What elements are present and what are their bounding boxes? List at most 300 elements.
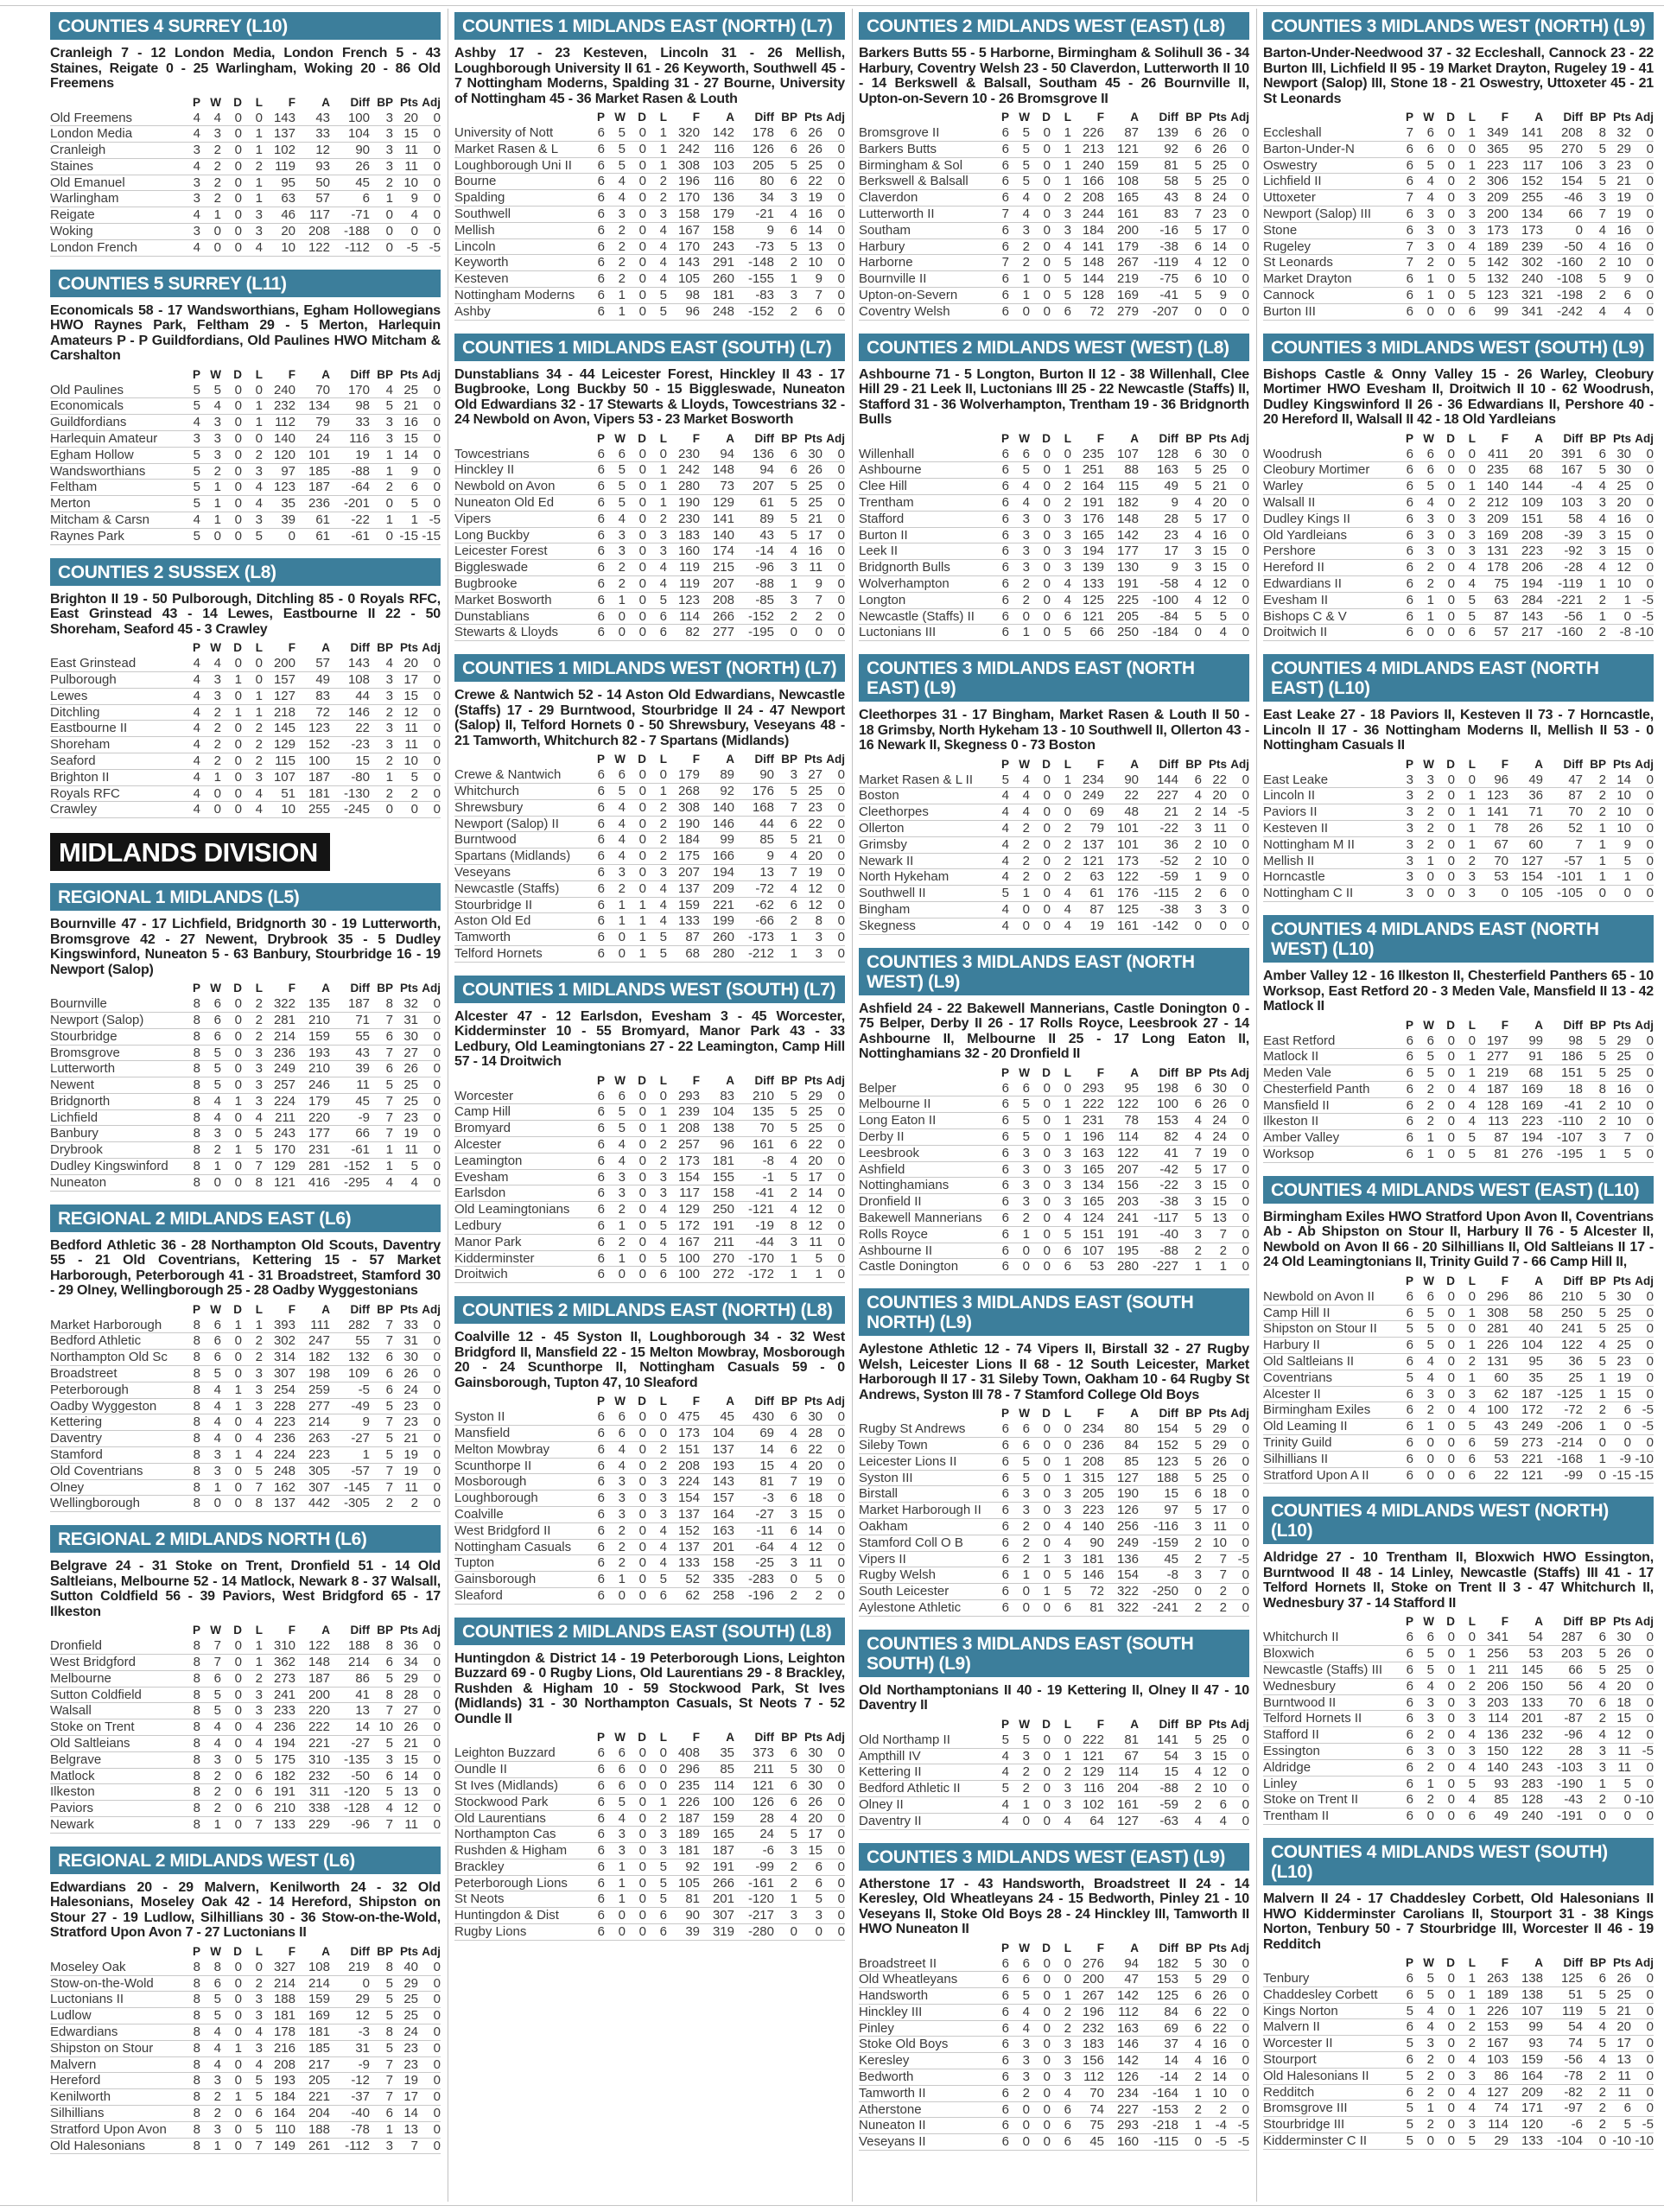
table-row: [1263, 255, 1654, 271]
stat-cell: 0: [1051, 1421, 1071, 1437]
stat-cell: 6: [988, 560, 1009, 576]
stat-cell: 4: [988, 821, 1009, 837]
stat-cell: 27: [797, 767, 822, 783]
stat-cell: 0: [1631, 527, 1654, 543]
stat-cell: 0: [626, 1491, 646, 1507]
stat-cell: 4: [200, 1109, 221, 1126]
results-text: Bedford Athletic 36 - 28 Northampton Old Scouts, Daventry 55 - 21 Old Coventrians, Kettering 15 - 57 Market Harborough, Peterborough 41 - 31 Broadstreet, Stamford 30 - 29 Olney, Wellingborough 25 - 28 Oadby Wyggestonians: [50, 1237, 441, 1299]
stat-cell: 191: [263, 1784, 295, 1801]
stat-cell: 307: [295, 1479, 330, 1496]
stat-cell: 82: [1139, 1128, 1178, 1145]
stat-cell: -161: [734, 1875, 774, 1891]
stat-cell: 153: [1139, 1113, 1178, 1129]
stat-cell: 26: [797, 462, 822, 479]
stat-cell: 7: [774, 864, 797, 880]
stat-cell: 8: [242, 1496, 263, 1512]
stat-cell: 85: [1476, 1792, 1508, 1808]
column-header: Diff: [1563, 1018, 1583, 1032]
stat-cell: 103: [1543, 494, 1583, 511]
stat-cell: 5: [988, 1732, 1009, 1748]
stat-cell: 1: [370, 1159, 393, 1175]
table-row: [1263, 1694, 1654, 1711]
stat-cell: -14: [1139, 2069, 1178, 2086]
stat-cell: 0: [626, 1572, 646, 1588]
stat-cell: 1: [242, 1318, 263, 1333]
table-row: [859, 1813, 1249, 1829]
stat-cell: 2: [1413, 804, 1434, 821]
results-text: Old Northamptonians II 40 - 19 Kettering II, Olney II 47 - 10 Daventry II: [859, 1682, 1249, 1713]
team-name: Daventry II: [859, 1813, 988, 1829]
stat-cell: 194: [1508, 575, 1543, 592]
stat-cell: 6: [370, 1382, 393, 1398]
stat-cell: 207: [700, 575, 734, 592]
stat-cell: 263: [295, 1431, 330, 1447]
stat-cell: 0: [221, 224, 242, 240]
header-row: [454, 1731, 845, 1745]
table-row: [1263, 592, 1654, 608]
stat-cell: 272: [700, 1267, 734, 1283]
stat-cell: 3: [1051, 206, 1071, 222]
stat-cell: 176: [1104, 886, 1139, 902]
column-header: D: [638, 1731, 646, 1745]
team-name: Walsall II: [1263, 494, 1393, 511]
stat-cell: 196: [667, 174, 700, 190]
stat-cell: 138: [700, 1121, 734, 1137]
stat-cell: 6: [1178, 772, 1202, 788]
standings-table: [859, 432, 1249, 642]
stat-cell: 2: [797, 1588, 822, 1605]
stat-cell: 17: [1202, 1503, 1227, 1519]
stat-cell: 0: [822, 1458, 845, 1474]
stat-cell: 3: [242, 1703, 263, 1719]
stat-cell: 178: [1476, 560, 1508, 576]
stat-cell: 6: [584, 608, 605, 625]
stat-cell: 3: [200, 447, 221, 463]
stat-cell: 5: [605, 479, 626, 495]
table-row: [1263, 608, 1654, 625]
stat-cell: 0: [1434, 543, 1455, 560]
stat-cell: 8: [180, 1159, 200, 1175]
stat-cell: 6: [1393, 1338, 1413, 1354]
table-row: [454, 494, 845, 511]
stat-cell: 3: [1413, 206, 1434, 222]
stat-cell: 0: [1009, 1259, 1030, 1275]
stat-cell: 5: [774, 1169, 797, 1185]
stat-cell: 0: [626, 1522, 646, 1539]
stat-cell: 2: [200, 175, 221, 191]
stat-cell: 1: [1051, 125, 1071, 141]
stat-cell: 16: [1606, 222, 1631, 238]
stat-cell: 267: [1071, 1988, 1104, 2005]
stat-cell: 137: [667, 880, 700, 897]
stat-cell: 28: [1139, 511, 1178, 527]
stat-cell: 240: [1071, 157, 1104, 174]
stat-cell: -108: [1543, 271, 1583, 288]
stat-cell: 204: [295, 2105, 330, 2121]
stat-cell: 3: [1009, 222, 1030, 238]
column-header: Adj: [422, 641, 441, 655]
stat-cell: 0: [418, 688, 441, 704]
stat-cell: 1: [1455, 788, 1476, 804]
stat-cell: 142: [700, 125, 734, 141]
column-header: Pts: [1208, 431, 1227, 445]
stat-cell: 7: [797, 287, 822, 303]
stat-cell: 98: [1543, 1033, 1583, 1049]
stat-cell: 4: [1413, 2003, 1434, 2019]
stat-cell: 0: [221, 1638, 242, 1654]
stat-cell: 63: [263, 191, 295, 207]
stat-cell: 29: [1202, 1437, 1227, 1453]
stat-cell: -15: [1606, 1467, 1631, 1484]
stat-cell: 3: [1455, 543, 1476, 560]
stat-cell: 256: [1104, 1518, 1139, 1535]
table-row: [1263, 2068, 1654, 2084]
stat-cell: 168: [734, 799, 774, 816]
column-header: W: [1423, 1956, 1434, 1969]
team-name: Crewe & Nantwich: [454, 767, 584, 783]
stat-cell: 1: [200, 2138, 221, 2154]
table-row: [50, 1784, 441, 1801]
stat-cell: 139: [1139, 125, 1178, 141]
stat-cell: 11: [1606, 1744, 1631, 1760]
stat-cell: 6: [1393, 1808, 1413, 1825]
stat-cell: -38: [1139, 238, 1178, 255]
stat-cell: 0: [221, 1109, 242, 1126]
table-row: [454, 1777, 845, 1794]
stat-cell: 81: [1476, 1147, 1508, 1163]
stat-cell: 94: [1104, 1956, 1139, 1972]
column-header: A: [1534, 431, 1543, 445]
stat-cell: 3: [370, 126, 393, 143]
stat-cell: 0: [1434, 1630, 1455, 1645]
stat-cell: 5: [1178, 511, 1202, 527]
stat-cell: 0: [1227, 1453, 1249, 1470]
stat-cell: -241: [1139, 1599, 1178, 1616]
stat-cell: -96: [734, 560, 774, 576]
stat-cell: 0: [626, 1104, 646, 1121]
stat-cell: 95: [1508, 1354, 1543, 1370]
team-name: Meden Vale: [1263, 1065, 1393, 1082]
stat-cell: 108: [330, 671, 370, 688]
stat-cell: 0: [626, 1777, 646, 1794]
stat-cell: 6: [988, 2004, 1009, 2020]
stat-cell: 6: [1051, 1599, 1071, 1616]
stat-cell: 0: [1030, 494, 1051, 511]
stat-cell: 25: [1606, 1321, 1631, 1338]
stat-cell: 6: [988, 494, 1009, 511]
team-name: Stamford: [50, 1447, 180, 1464]
team-name: Bedford Athletic II: [859, 1781, 988, 1797]
results-text: Amber Valley 12 - 16 Ilkeston II, Chesterfield Panthers 65 - 10 Worksop, East Retford 20 - 3 Meden Vale, Mansfield II 13 - 42 Matlock II: [1263, 969, 1654, 1014]
stat-cell: 4: [988, 788, 1009, 804]
stat-cell: 0: [1227, 1764, 1249, 1781]
league-header: COUNTIES 3 MIDLANDS EAST (NORTH WEST) (L9): [859, 948, 1249, 995]
table-row: [50, 1655, 441, 1671]
stat-cell: 0: [1631, 1305, 1654, 1321]
team-name: Bromsgrove III: [1263, 2101, 1393, 2117]
stat-cell: 62: [667, 1588, 700, 1605]
league-header: REGIONAL 2 MIDLANDS WEST (L6): [50, 1847, 441, 1874]
league-table: [859, 948, 1249, 1276]
stat-cell: 0: [822, 1859, 845, 1875]
stat-cell: 5: [1202, 608, 1227, 625]
column-header: F: [692, 111, 700, 124]
standings-table: [1263, 758, 1654, 902]
stat-cell: 107: [1104, 447, 1139, 462]
stat-cell: -196: [734, 1588, 774, 1605]
table-row: [859, 869, 1249, 886]
stat-cell: 7: [242, 1817, 263, 1834]
stat-cell: 173: [667, 1426, 700, 1442]
team-name: Newark II: [859, 853, 988, 869]
stat-cell: 35: [700, 1745, 734, 1761]
stat-cell: 0: [1227, 447, 1249, 462]
stat-cell: -168: [1543, 1451, 1583, 1467]
stat-cell: 3: [242, 224, 263, 240]
column-header: F: [692, 431, 700, 445]
stat-cell: 4: [1051, 238, 1071, 255]
stat-cell: 1: [646, 1121, 667, 1137]
stat-cell: 36: [1543, 1354, 1583, 1370]
column-header: Diff: [1563, 111, 1583, 124]
table-row: [859, 1764, 1249, 1781]
stat-cell: 3: [1413, 1694, 1434, 1711]
stat-cell: 61: [734, 494, 774, 511]
stat-cell: 1: [605, 1875, 626, 1891]
stat-cell: 99: [1508, 1033, 1543, 1049]
stat-cell: 15: [393, 688, 418, 704]
stat-cell: 208: [667, 1458, 700, 1474]
league-header: COUNTIES 3 MIDLANDS WEST (EAST) (L9): [859, 1843, 1249, 1871]
stat-cell: 2: [1178, 1551, 1202, 1567]
stat-cell: 43: [1476, 1419, 1508, 1435]
stat-cell: 2: [1051, 479, 1071, 495]
table-row: [454, 625, 845, 641]
stat-cell: 4: [1051, 1535, 1071, 1551]
stat-cell: 6: [1393, 1467, 1413, 1484]
stat-cell: 3: [1413, 238, 1434, 255]
stat-cell: 6: [988, 238, 1009, 255]
stat-cell: 1: [1583, 836, 1606, 853]
stat-cell: 19: [393, 1126, 418, 1142]
stat-cell: 116: [330, 431, 370, 448]
stat-cell: 5: [774, 1121, 797, 1137]
stat-cell: 208: [1071, 190, 1104, 207]
stat-cell: 137: [700, 1441, 734, 1458]
stat-cell: 6: [1178, 1486, 1202, 1503]
stat-cell: 0: [1227, 918, 1249, 934]
stat-cell: 6: [370, 1366, 393, 1382]
stat-cell: 228: [263, 1398, 295, 1414]
stat-cell: 0: [1434, 157, 1455, 174]
stat-cell: -145: [330, 1479, 370, 1496]
stat-cell: 0: [1413, 303, 1434, 320]
table-row: [454, 1507, 845, 1523]
table-row: [50, 447, 441, 463]
column-header: A: [1534, 757, 1543, 771]
stat-cell: 26: [1606, 1971, 1631, 1986]
stat-cell: 3: [1455, 1744, 1476, 1760]
team-name: Loughborough: [454, 1491, 584, 1507]
table-row: [50, 1382, 441, 1398]
stat-cell: 1: [1413, 1419, 1434, 1435]
stat-cell: 2: [1051, 190, 1071, 207]
stat-cell: 5: [605, 783, 626, 799]
team-name: London French: [50, 239, 180, 256]
header-row: [454, 432, 845, 447]
team-name: Warlingham: [50, 191, 180, 207]
table-row: [1263, 1678, 1654, 1694]
column-header: D: [638, 1073, 646, 1087]
stat-cell: 249: [263, 1061, 295, 1077]
stat-cell: 5: [1051, 1226, 1071, 1243]
table-row: [50, 175, 441, 191]
stat-cell: 2: [242, 753, 263, 769]
stat-cell: 229: [295, 1817, 330, 1834]
stat-cell: 1: [605, 1859, 626, 1875]
column-header: Pts: [1612, 111, 1631, 124]
stat-cell: 322: [1104, 1599, 1139, 1616]
stat-cell: 0: [418, 431, 441, 448]
stat-cell: 146: [1071, 1567, 1104, 1584]
team-name: Burntwood II: [1263, 1694, 1393, 1711]
stat-cell: 90: [734, 767, 774, 783]
stat-cell: 16: [393, 415, 418, 431]
stat-cell: 4: [646, 1555, 667, 1572]
stat-cell: 16: [1606, 1081, 1631, 1097]
league-header: COUNTIES 4 MIDLANDS EAST (NORTH WEST) (L10): [1263, 915, 1654, 963]
stat-cell: 12: [1202, 592, 1227, 608]
header-row: [1263, 1615, 1654, 1630]
team-name: Coventrians: [1263, 1370, 1393, 1386]
stat-cell: 196: [1071, 1128, 1104, 1145]
stat-cell: 17: [1202, 1161, 1227, 1178]
team-name: Nottingham Casuals: [454, 1539, 584, 1555]
stat-cell: 232: [1071, 2020, 1104, 2037]
table-row: [859, 1194, 1249, 1211]
stat-cell: 138: [1508, 1971, 1543, 1986]
team-name: Whitchurch II: [1263, 1630, 1393, 1645]
stat-cell: 113: [1476, 1114, 1508, 1130]
bottom-rule: [0, 2205, 1664, 2206]
stat-cell: 5: [1009, 1732, 1030, 1748]
stat-cell: 11: [393, 721, 418, 737]
stat-cell: -218: [1139, 2118, 1178, 2134]
stat-cell: 8: [180, 1045, 200, 1061]
table-row: [859, 1503, 1249, 1519]
stat-cell: -10: [1606, 2133, 1631, 2149]
stat-cell: 1: [221, 1382, 242, 1398]
stat-cell: 3: [605, 1827, 626, 1843]
stat-cell: 0: [221, 769, 242, 785]
stat-cell: 146: [1104, 2037, 1139, 2053]
stat-cell: 133: [263, 1817, 295, 1834]
column-header: Pts: [803, 1731, 822, 1745]
stat-cell: 13: [393, 2121, 418, 2138]
stat-cell: 5: [200, 383, 221, 398]
team-name: Kings Norton: [1263, 2003, 1393, 2019]
stat-cell: 249: [1071, 788, 1104, 804]
stat-cell: 6: [988, 1437, 1009, 1453]
stat-cell: 0: [822, 1267, 845, 1283]
stat-cell: 2: [1051, 2020, 1071, 2037]
table-row: [1263, 836, 1654, 853]
stat-cell: 25: [1606, 1305, 1631, 1321]
stat-cell: 26: [797, 1794, 822, 1810]
stat-cell: 7: [988, 255, 1009, 271]
stat-cell: -88: [1139, 1781, 1178, 1797]
team-name: Southwell: [454, 206, 584, 222]
stat-cell: 0: [1434, 1338, 1455, 1354]
table-row: [454, 816, 845, 832]
stat-cell: 0: [1009, 1813, 1030, 1829]
table-row: [50, 1719, 441, 1736]
team-name: Mellish: [454, 222, 584, 238]
stat-cell: 39: [263, 512, 295, 529]
team-name: Moseley Oak: [50, 1960, 180, 1975]
stat-cell: 0: [605, 625, 626, 641]
stat-cell: 5: [200, 2008, 221, 2024]
stat-cell: 178: [263, 2024, 295, 2040]
stat-cell: 92: [1139, 141, 1178, 157]
stat-cell: 0: [1606, 1419, 1631, 1435]
stat-cell: 185: [295, 463, 330, 480]
stat-cell: 153: [1476, 2019, 1508, 2036]
stat-cell: 154: [1104, 1567, 1139, 1584]
stat-cell: -25: [734, 1555, 774, 1572]
stat-cell: 256: [1476, 1646, 1508, 1662]
stat-cell: 0: [418, 996, 441, 1012]
column-header: D: [1042, 1065, 1051, 1079]
stat-cell: 201: [700, 1891, 734, 1908]
stat-cell: 5: [774, 1762, 797, 1778]
results-text: Bournville 47 - 17 Lichfield, Bridgnorth 30 - 19 Lutterworth, Bromsgrove 42 - 27 Newent, Drybrook 35 - 5 Dudley Kingswinford, Nuneaton 5 - 63 Banbury, Stourbridge 16 - 19 Newport (Salop): [50, 917, 441, 977]
stat-cell: 3: [370, 143, 393, 159]
stat-cell: 247: [295, 1333, 330, 1350]
stat-cell: 25: [1202, 1732, 1227, 1748]
column-header: P: [1405, 1956, 1413, 1969]
stat-cell: 10: [1606, 575, 1631, 592]
stat-cell: 133: [1508, 1694, 1543, 1711]
stat-cell: 6: [646, 1908, 667, 1924]
stat-cell: 193: [295, 1045, 330, 1061]
column-header: L: [255, 367, 263, 381]
column-1: [50, 12, 441, 2167]
league-table: [859, 1288, 1249, 1617]
column-header: A: [321, 982, 330, 995]
stat-cell: 0: [1227, 1988, 1249, 2005]
stat-cell: 0: [1413, 869, 1434, 886]
stat-cell: 2: [774, 1875, 797, 1891]
stat-cell: -107: [1543, 1130, 1583, 1147]
stat-cell: -23: [330, 737, 370, 753]
stat-cell: 0: [1434, 560, 1455, 576]
column-header: L: [1468, 1274, 1476, 1287]
stat-cell: 2: [1009, 869, 1030, 886]
stat-cell: 310: [263, 1638, 295, 1654]
standings-table: [1263, 1019, 1654, 1163]
stat-cell: 1: [370, 512, 393, 529]
stat-cell: 138: [1508, 1986, 1543, 2003]
stat-cell: 161: [1104, 918, 1139, 934]
stat-cell: 89: [700, 767, 734, 783]
stat-cell: -27: [330, 1736, 370, 1752]
stat-cell: 0: [1227, 1178, 1249, 1194]
stat-cell: 6: [1393, 1630, 1413, 1645]
stat-cell: 3: [242, 769, 263, 785]
stat-cell: 1: [242, 688, 263, 704]
stat-cell: 6: [988, 2069, 1009, 2086]
